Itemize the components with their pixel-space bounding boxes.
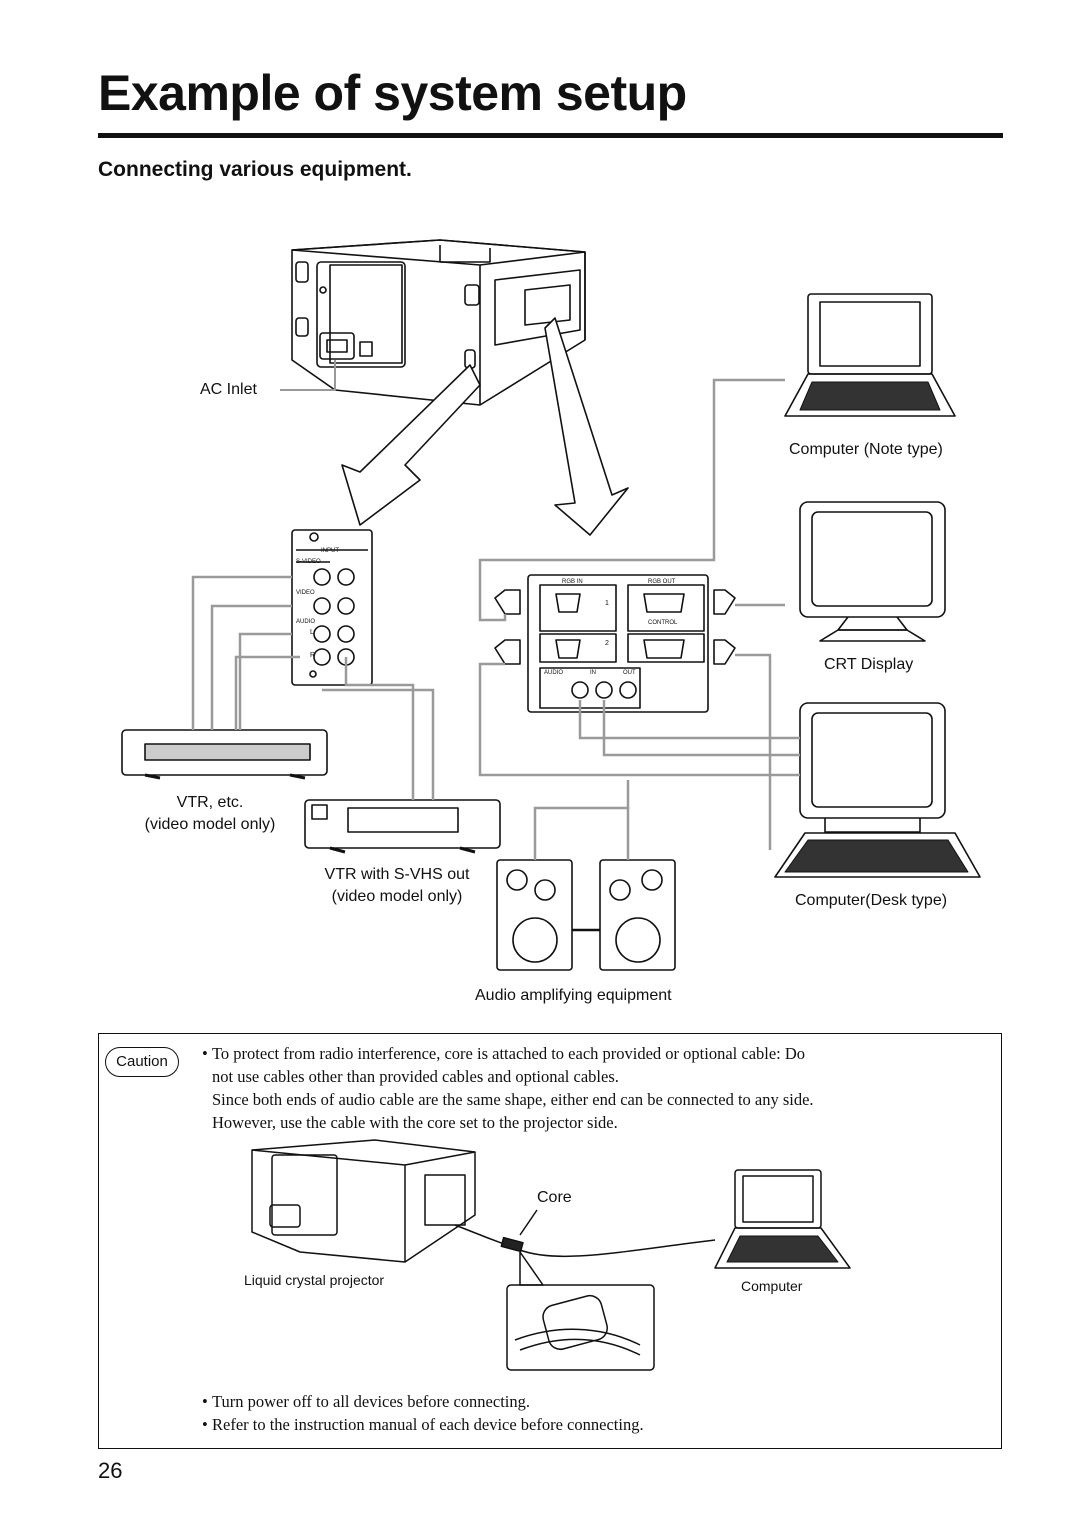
section-subtitle: Connecting various equipment. <box>98 158 412 181</box>
label-computer-note: Computer (Note type) <box>789 441 943 458</box>
panel-label-audio2: AUDIO <box>544 670 564 676</box>
panel-label-1: 1 <box>605 600 609 607</box>
label-vtr-etc-note: (video model only) <box>144 816 276 833</box>
panel-label-video: VIDEO <box>296 590 315 596</box>
bullet-refer-manual: • Refer to the instruction manual of each device before connecting. <box>212 1413 644 1436</box>
panel-label-out: OUT <box>623 670 636 676</box>
computer-label: Computer <box>741 1278 803 1294</box>
label-vtr-etc: VTR, etc. <box>176 794 244 811</box>
panel-label-input: INPUT <box>321 548 339 554</box>
panel-label-rgb-out: RGB OUT <box>648 579 676 585</box>
small-laptop-illustration <box>715 1170 850 1268</box>
caution-para1-line1: • To protect from radio interference, core is attached to each provided or optional cable: Do <box>212 1042 805 1065</box>
label-vtr-svhs: VTR with S-VHS out <box>324 866 470 883</box>
caution-para1-line2: not use cables other than provided cables and optional cables. <box>212 1067 619 1086</box>
panel-label-rgb-in: RGB IN <box>562 579 583 585</box>
caution-para2-line2: However, use the cable with the core set to the projector side. <box>212 1113 618 1132</box>
label-computer-desk: Computer(Desk type) <box>795 892 948 909</box>
page-title: Example of system setup <box>98 65 687 121</box>
caution-badge: Caution <box>105 1047 179 1077</box>
panel-label-s-video: S-VIDEO <box>296 559 321 565</box>
caution-para2-line1: Since both ends of audio cable are the same shape, either end can be connected to any side. <box>212 1090 814 1109</box>
projector-label: Liquid crystal projector <box>244 1272 385 1288</box>
panel-label-2: 2 <box>605 640 609 647</box>
label-audio-amp: Audio amplifying equipment <box>475 987 672 1004</box>
bullet-power-off: • Turn power off to all devices before connecting. <box>212 1390 530 1413</box>
panel-label-r: R <box>310 652 316 659</box>
page-number: 26 <box>98 1458 123 1483</box>
core-label: Core <box>537 1189 572 1206</box>
panel-label-in: IN <box>590 670 596 676</box>
label-vtr-svhs-note: (video model only) <box>331 888 463 905</box>
label-ac-inlet: AC Inlet <box>200 381 257 398</box>
small-projector-illustration <box>252 1140 475 1262</box>
panel-label-l: L <box>310 629 314 636</box>
panel-label-audio: AUDIO <box>296 619 316 625</box>
panel-label-control: CONTROL <box>648 620 678 626</box>
label-crt-display: CRT Display <box>824 656 914 673</box>
